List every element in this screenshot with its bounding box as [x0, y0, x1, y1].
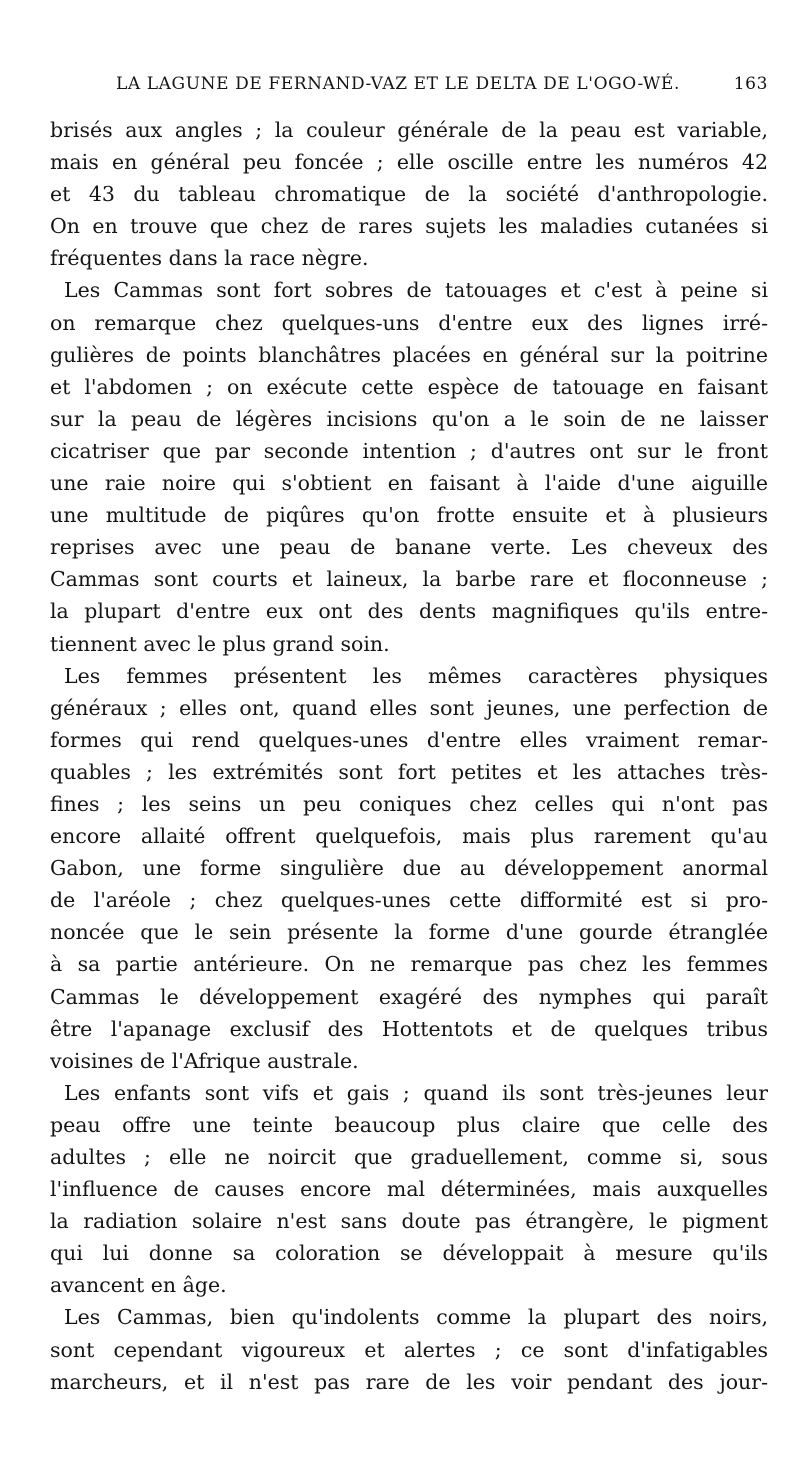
- text-line: Les enfants sont vifs et gais ; quand ils sont très-jeunes leur: [64, 1080, 768, 1105]
- text-line: une multitude de piqûres qu'on frotte ensuite et à plusieurs: [50, 503, 768, 528]
- text-line: qui lui donne sa coloration se développait à mesure qu'ils: [50, 1241, 768, 1266]
- text-line: Cammas sont courts et laineux, la barbe rare et floconneuse ;: [50, 567, 768, 592]
- text-line: fréquentes dans la race nègre.: [50, 246, 369, 271]
- text-line: Cammas le développement exagéré des nymphes qui paraît: [50, 984, 768, 1009]
- text-line: On en trouve que chez de rares sujets les maladies cutanées si: [50, 214, 768, 239]
- text-line: avancent en âge.: [50, 1273, 227, 1298]
- text-line: reprises avec une peau de banane verte. Les cheveux des: [50, 535, 768, 560]
- text-line: formes qui rend quelques-unes d'entre elles vraiment remar-: [50, 727, 768, 752]
- text-line: sont cependant vigoureux et alertes ; ce sont d'infatigables: [50, 1337, 768, 1362]
- text-line: la radiation solaire n'est sans doute pas étrangère, le pigment: [50, 1209, 768, 1234]
- running-title: LA LAGUNE DE FERNAND-VAZ ET LE DELTA DE L'OGO-WÉ.: [116, 74, 680, 94]
- text-line: généraux ; elles ont, quand elles sont jeunes, une perfection de: [50, 695, 768, 720]
- text-line: tiennent avec le plus grand soin.: [50, 631, 390, 656]
- text-line: l'influence de causes encore mal déterminées, mais auxquelles: [50, 1177, 768, 1202]
- text-line: encore allaité offrent quelquefois, mais plus rarement qu'au: [50, 824, 768, 849]
- text-line: et l'abdomen ; on exécute cette espèce de tatouage en faisant: [50, 374, 768, 399]
- text-line: la plupart d'entre eux ont des dents magnifiques qu'ils entre-: [50, 599, 768, 624]
- text-line: et 43 du tableau chromatique de la société d'anthropologie.: [50, 182, 768, 207]
- text-line: quables ; les extrémités sont fort petites et les attaches très-: [50, 759, 768, 784]
- text-line: de l'aréole ; chez quelques-unes cette difformité est si pro-: [50, 888, 768, 913]
- text-line: Les Cammas, bien qu'indolents comme la plupart des noirs,: [64, 1305, 768, 1330]
- body-text: [50, 114, 768, 1398]
- text-line: brisés aux angles ; la couleur générale de la peau est variable,: [50, 118, 768, 142]
- text-line: Gabon, une forme singulière due au développement anormal: [50, 856, 768, 881]
- text-line: une raie noire qui s'obtient en faisant à l'aide d'une aiguille: [50, 471, 768, 496]
- text-line: cicatriser que par seconde intention ; d'autres ont sur le front: [50, 438, 768, 463]
- text-line: marcheurs, et il n'est pas rare de les voir pendant des jour-: [50, 1369, 768, 1394]
- text-line: à sa partie antérieure. On ne remarque pas chez les femmes: [50, 952, 768, 977]
- text-line: on remarque chez quelques-uns d'entre eux des lignes irré-: [50, 310, 768, 335]
- text-line: mais en général peu foncée ; elle oscille entre les numéros 42: [50, 150, 768, 175]
- text-line: adultes ; elle ne noircit que graduellement, comme si, sous: [50, 1145, 768, 1169]
- text-line: sur la peau de légères incisions qu'on a le soin de ne laisser: [50, 406, 768, 431]
- text-line: Les Cammas sont fort sobres de tatouages et c'est à peine si: [64, 278, 768, 303]
- text-line: Les femmes présentent les mêmes caractères physiques: [64, 663, 768, 688]
- text-line: fines ; les seins un peu coniques chez celles qui n'ont pas: [50, 791, 768, 816]
- text-line: gulières de points blanchâtres placées en général sur la poitrine: [50, 342, 768, 367]
- running-head: [50, 74, 768, 104]
- text-line: peau offre une teinte beaucoup plus claire que celle des: [50, 1112, 768, 1137]
- book-page: [50, 74, 768, 1398]
- text-line: noncée que le sein présente la forme d'une gourde étranglée: [50, 920, 768, 945]
- page-number: 163: [733, 74, 768, 94]
- text-line: être l'apanage exclusif des Hottentots et de quelques tribus: [50, 1016, 768, 1041]
- text-line: voisines de l'Afrique australe.: [50, 1048, 359, 1073]
